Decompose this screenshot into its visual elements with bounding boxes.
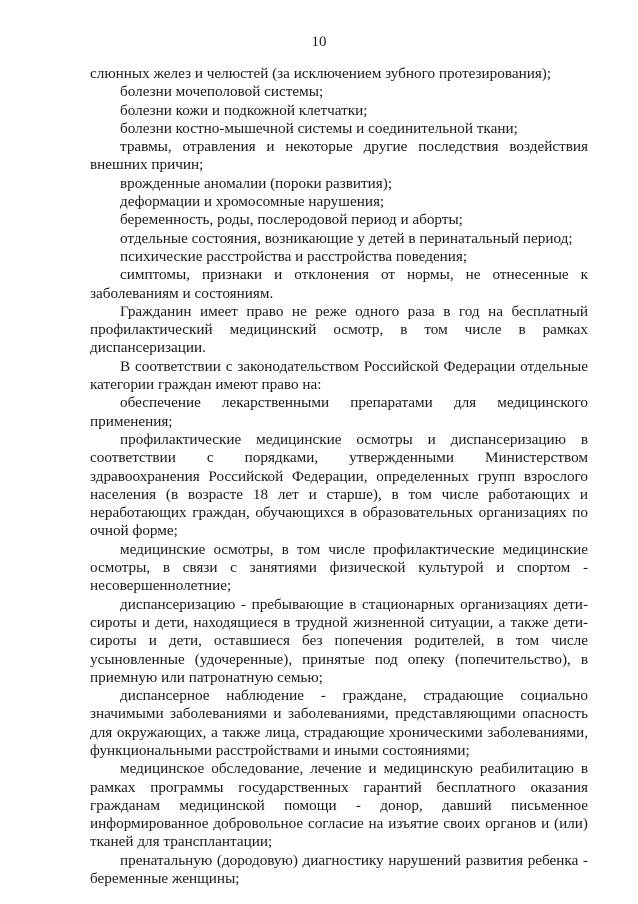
list-item: отдельные состояния, возникающие у детей в перинатальный период; xyxy=(120,229,573,247)
list-item: медицинские осмотры, в том числе профилактические медицинские осмотры, в связи с занятиями физической культурой и спортом - несовершеннолетние; xyxy=(90,540,588,595)
list-item: медицинское обследование, лечение и медицинскую реабилитацию в рамках программы государственных гарантий бесплатного оказания гражданам медицинской помощи - донор, давший письменное информированное добровольное согласие на изъятие своих органов и (или) тканей для трансплантации; xyxy=(90,760,588,851)
list-item: болезни кожи и подкожной клетчатки; xyxy=(120,101,368,119)
list-item: травмы, отравления и некоторые другие последствия воздействия внешних причин; xyxy=(90,138,588,174)
list-item: болезни мочеполовой системы; xyxy=(120,83,324,101)
list-item: врожденные аномалии (пороки развития); xyxy=(120,174,393,192)
list-item: диспансеризацию - пребывающие в стационарных организациях дети-сироты и дети, находящиеся в трудной жизненной ситуации, а также дети-сироты и дети, оставшиеся без попечения родителей, в том числе усыновленные (удочеренные), принятые под опеку (попечительство), в приемную или патронатную семью; xyxy=(90,595,588,686)
list-item: симптомы, признаки и отклонения от нормы, не отнесенные к заболеваниям и состояниям. xyxy=(90,266,588,302)
paragraph: Гражданин имеет право не реже одного раза в год на бесплатный профилактический медицинский осмотр, в том числе в рамках диспансеризации. xyxy=(90,302,588,357)
paragraph: В соответствии с законодательством Российской Федерации отдельные категории граждан имеют право на: xyxy=(90,357,588,394)
page-number: 10 xyxy=(311,34,327,50)
list-item: психические расстройства и расстройства поведения; xyxy=(120,247,468,265)
list-item: профилактические медицинские осмотры и диспансеризацию в соответствии с порядками, утвержденными Министерством здравоохранения Российской Федерации, определенных групп взрослого населения (в возрасте 18 лет и старше), в том числе работающих и неработающих граждан, обучающихся в образовательных организациях по очной форме; xyxy=(90,430,588,540)
list-item: обеспечение лекарственными препаратами для медицинского применения; xyxy=(90,394,588,430)
list-item: деформации и хромосомные нарушения; xyxy=(120,193,385,211)
list-item: беременность, роды, послеродовой период и аборты; xyxy=(120,211,463,229)
list-item: пренатальную (дородовую) диагностику нарушений развития ребенка - беременные женщины; xyxy=(90,851,588,888)
list-item: болезни костно-мышечной системы и соединительной ткани; xyxy=(120,119,518,137)
document-body xyxy=(90,65,588,888)
list-item: диспансерное наблюдение - граждане, страдающие социально значимыми заболеваниями и заболеваниями, представляющими опасность для окружающих, а также лица, страдающие хроническими заболеваниями, функциональными расстройствами и иными состояниями; xyxy=(90,687,588,759)
paragraph: слюнных желез и челюстей (за исключением зубного протезирования); xyxy=(90,65,552,82)
